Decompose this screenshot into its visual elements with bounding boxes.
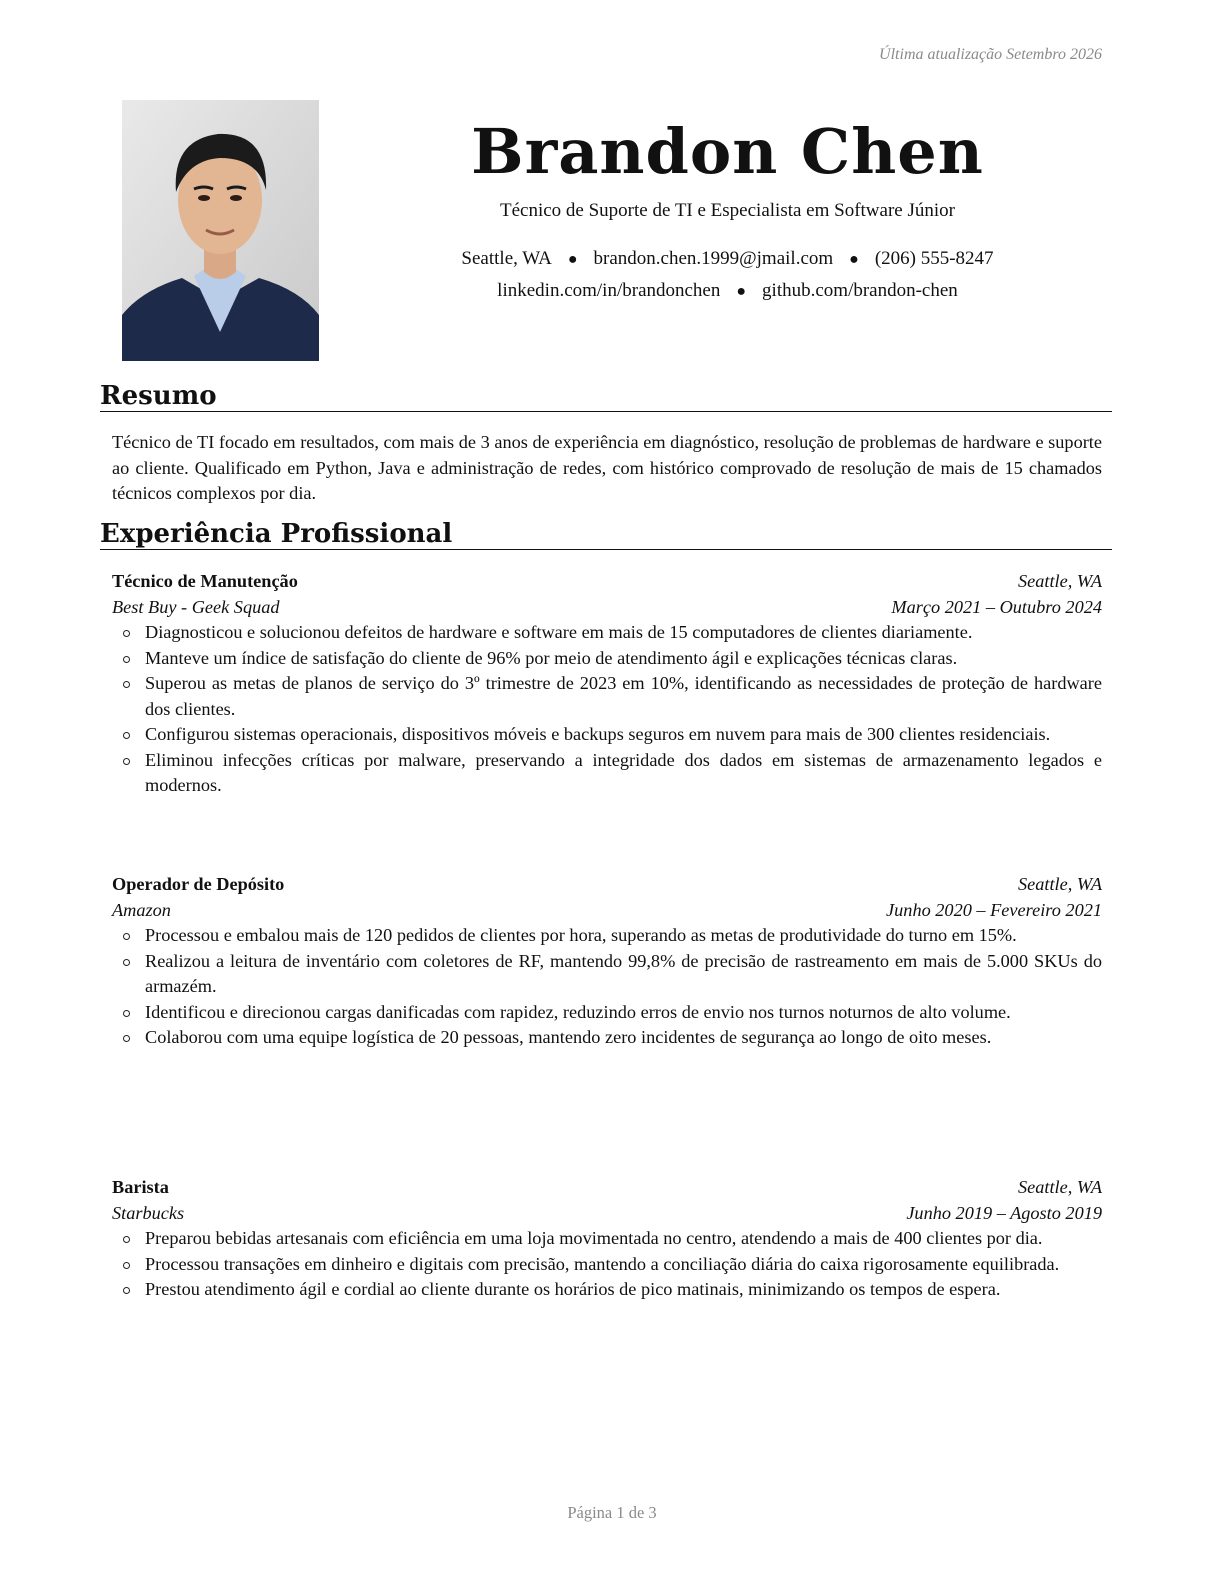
phone: (206) 555-8247 — [874, 248, 994, 270]
profile-photo — [122, 100, 319, 361]
job-entry — [112, 872, 1102, 1051]
list-item: Manteve um índice de satisfação do cliente de 96% por meio de atendimento ágil e explicações técnicas claras. — [112, 646, 1102, 672]
page-number: Página 1 de 3 — [567, 1503, 657, 1522]
list-item: Colaborou com uma equipe logística de 20 pessoas, mantendo zero incidentes de segurança ao longo de oito meses. — [112, 1025, 1102, 1051]
list-item: Prestou atendimento ágil e cordial ao cliente durante os horários de pico matinais, minimizando os tempos de espera. — [112, 1277, 1102, 1303]
bullet-separator-icon: ● — [567, 251, 578, 269]
list-item: Identificou e direcionou cargas danificadas com rapidez, reduzindo erros de envio nos turnos noturnos de alto volume. — [112, 1000, 1102, 1026]
job-title: Barista — [112, 1177, 169, 1197]
list-item: Realizou a leitura de inventário com coletores de RF, mantendo 99,8% de precisão de rastreamento em mais de 5.000 SKUs do armazém. — [112, 949, 1102, 1000]
bullet-separator-icon: ● — [736, 283, 747, 301]
job-entry — [112, 1175, 1102, 1303]
job-dates: Junho 2019 – Agosto 2019 — [906, 1202, 1102, 1223]
bullet-separator-icon: ● — [849, 251, 859, 269]
job-location: Seattle, WA — [1017, 571, 1102, 591]
job-entry — [112, 569, 1102, 799]
job-dates: Março 2021 – Outubro 2024 — [891, 596, 1102, 617]
company-name: Amazon — [112, 899, 171, 920]
github-link[interactable]: github.com/brandon-chen — [762, 280, 958, 302]
list-item: Configurou sistemas operacionais, dispositivos móveis e backups seguros em nuvem para mais de 300 clientes residenciais. — [112, 722, 1102, 748]
email-link[interactable]: brandon.chen.1999@jmail.com — [593, 248, 834, 270]
location: Seattle, WA — [461, 248, 552, 270]
last-updated: Última atualização Setembro 2026 — [879, 46, 1102, 63]
job-bullets — [112, 1226, 1102, 1303]
job-bullets — [112, 923, 1102, 1051]
job-location: Seattle, WA — [1017, 874, 1102, 894]
list-item: Diagnosticou e solucionou defeitos de hardware e software em mais de 15 computadores de clientes diariamente. — [112, 620, 1102, 646]
list-item: Preparou bebidas artesanais com eficiência em uma loja movimentada no centro, atendendo a mais de 400 clientes por dia. — [112, 1226, 1102, 1252]
resume-header — [330, 115, 1125, 302]
linkedin-link[interactable]: linkedin.com/in/brandonchen — [497, 280, 721, 302]
list-item: Eliminou infecções críticas por malware, preservando a integridade dos dados em sistemas de armazenamento legados e modernos. — [112, 748, 1102, 799]
list-item: Superou as metas de planos de serviço do 3º trimestre de 2023 em 10%, identificando as necessidades de proteção de hardware dos clientes. — [112, 671, 1102, 722]
job-location: Seattle, WA — [1017, 1177, 1102, 1197]
candidate-subtitle: Técnico de Suporte de TI e Especialista em Software Júnior — [500, 200, 955, 222]
candidate-name: Brandon Chen — [471, 115, 984, 188]
job-bullets — [112, 620, 1102, 799]
contact-line-1 — [330, 248, 1125, 270]
summary-text: Técnico de TI focado em resultados, com mais de 3 anos de experiência em diagnóstico, resolução de problemas de hardware e suporte ao cliente. Qualificado em Python, Java e administração de redes, com histórico comprovado de resolução de mais de 15 chamados técnicos complexos por dia. — [112, 432, 1102, 503]
list-item: Processou transações em dinheiro e digitais com precisão, mantendo a conciliação diária do caixa rigorosamente equilibrada. — [112, 1252, 1102, 1278]
company-name: Best Buy - Geek Squad — [112, 596, 280, 617]
contact-info — [330, 248, 1125, 302]
section-title-summary: Resumo — [100, 383, 1112, 412]
section-title-experience: Experiência Profissional — [100, 521, 1112, 550]
job-dates: Junho 2020 – Fevereiro 2021 — [886, 899, 1102, 920]
job-title: Operador de Depósito — [112, 874, 285, 894]
company-name: Starbucks — [112, 1202, 185, 1223]
job-title: Técnico de Manutenção — [112, 571, 298, 591]
contact-line-2 — [330, 280, 1125, 302]
list-item: Processou e embalou mais de 120 pedidos de clientes por hora, superando as metas de produtividade do turno em 15%. — [112, 923, 1102, 949]
